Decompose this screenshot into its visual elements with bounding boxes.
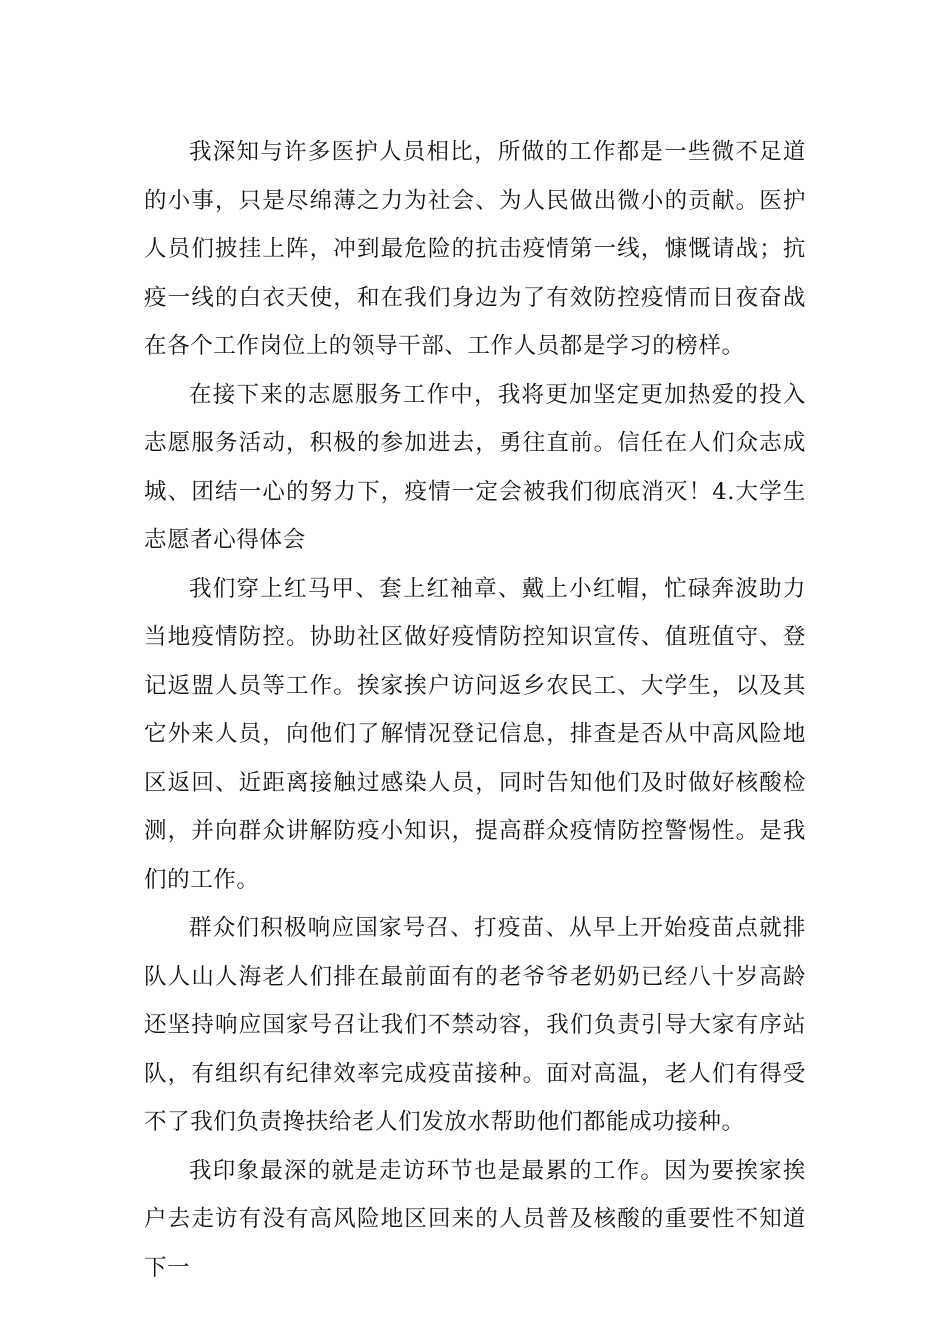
document-body (144, 128, 806, 1292)
paragraph-4: 群众们积极响应国家号召、打疫苗、从早上开始疫苗点就排队人山人海老人们排在最前面有的老爷爷老奶奶已经八十岁高龄还坚持响应国家号召让我们不禁动容，我们负责引导大家有序站队，有组织有纪律效率完成疫苗接种。面对高温，老人们有得受不了我们负责搀扶给老人们发放水帮助他们都能成功接种。 (144, 915, 806, 1135)
paragraph-2: 在接下来的志愿服务工作中，我将更加坚定更加热爱的投入志愿服务活动，积极的参加进去，勇往直前。信任在人们众志成城、团结一心的努力下，疫情一定会被我们彻底消灭！4.大学生志愿者心得体会 (144, 381, 806, 553)
paragraph-5: 我印象最深的就是走访环节也是最累的工作。因为要挨家挨户去走访有没有高风险地区回来的人员普及核酸的重要性不知道下一 (144, 1157, 806, 1281)
paragraph-3: 我们穿上红马甲、套上红袖章、戴上小红帽，忙碌奔波助力当地疫情防控。协助社区做好疫情防控知识宣传、值班值守、登记返盟人员等工作。挨家挨户访问返乡农民工、大学生，以及其它外来人员，向他们了解情况登记信息，排查是否从中高风险地区返回、近距离接触过感染人员，同时告知他们及时做好核酸检测，并向群众讲解防疫小知识，提高群众疫情防控警惕性。是我们的工作。 (144, 575, 806, 893)
paragraph-1: 我深知与许多医护人员相比，所做的工作都是一些微不足道的小事，只是尽绵薄之力为社会、为人民做出微小的贡献。医护人员们披挂上阵，冲到最危险的抗击疫情第一线，慷慨请战；抗疫一线的白衣天使，和在我们身边为了有效防控疫情而日夜奋战在各个工作岗位上的领导干部、工作人员都是学习的榜样。 (144, 139, 806, 359)
